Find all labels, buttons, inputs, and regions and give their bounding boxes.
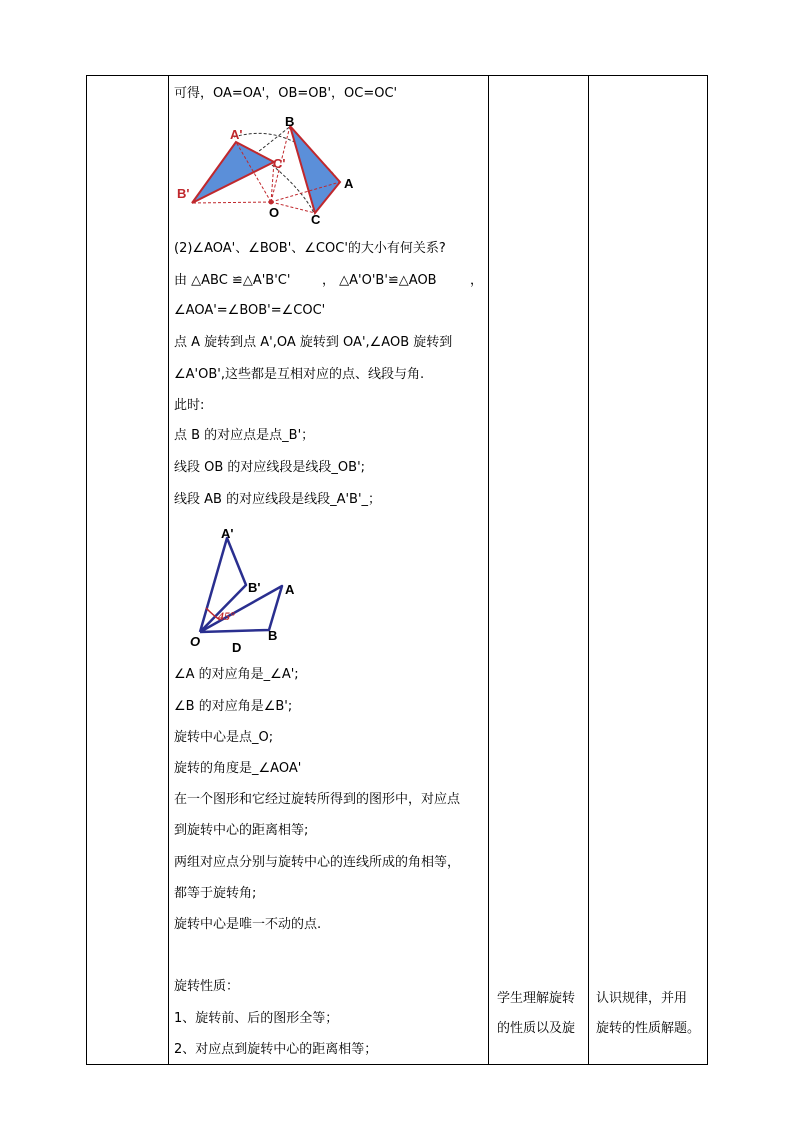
design-intent-line-1: 认识规律，并用 — [596, 991, 688, 1006]
property-2: 2、对应点到旋转中心的距离相等； — [174, 1042, 378, 1057]
table-border-left — [86, 75, 87, 1065]
rotation-description-1: 点 A 旋转到点 A',OA 旋转到 OA',∠AOB 旋转到 — [174, 335, 453, 350]
rotation-figure-triangles — [172, 110, 372, 225]
label-angle: 45° — [218, 609, 235, 623]
property-text-1: 在一个图形和它经过旋转所得到的图形中，对应点 — [174, 792, 461, 807]
label-a-prime: A' — [221, 526, 234, 541]
dash-o-b-prime — [192, 202, 271, 203]
corresponding-point-b: 点 B 的对应点是点_B'； — [174, 428, 315, 443]
property-1: 1、旋转前、后的图形全等； — [174, 1011, 339, 1026]
label-a: A — [285, 582, 295, 597]
question-2: (2)∠AOA'、∠BOB'、∠COC'的大小有何关系? — [174, 241, 446, 256]
label-a: A — [344, 176, 354, 191]
table-divider-3 — [588, 75, 589, 1065]
label-c-prime: C' — [273, 156, 286, 171]
rotation-description-2: ∠A'OB',这些都是互相对应的点、线段与角. — [174, 367, 425, 382]
angle-equality: ∠AOA'=∠BOB'=∠COC' — [174, 303, 326, 318]
rotation-center: 旋转中心是点_O; — [174, 730, 274, 745]
label-b-prime: B' — [177, 186, 190, 201]
design-intent-line-2: 旋转的性质解题。 — [596, 1021, 701, 1036]
label-o: O — [190, 634, 201, 649]
corresponding-segment-ob: 线段 OB 的对应线段是线段_OB'; — [174, 460, 366, 475]
label-c: C — [311, 212, 321, 225]
property-text-5: 旋转中心是唯一不动的点. — [174, 917, 322, 932]
label-b: B — [285, 114, 295, 129]
table-border-right — [707, 75, 708, 1065]
rotation-figure-quad — [184, 520, 314, 660]
now-label: 此时: — [174, 398, 205, 413]
student-activity-line-1: 学生理解旋转 — [497, 991, 576, 1006]
property-text-3: 两组对应点分别与旋转中心的连线所成的角相等， — [174, 855, 461, 870]
corresponding-angle-a: ∠A 的对应角是_∠A'; — [174, 667, 299, 682]
student-activity-line-2: 的性质以及旋 — [497, 1021, 576, 1036]
corresponding-segment-ab: 线段 AB 的对应线段是线段_A'B'_； — [174, 492, 382, 507]
corresponding-angle-b: ∠B 的对应角是∠B'; — [174, 699, 293, 714]
label-b: B — [268, 628, 278, 643]
table-divider-1 — [168, 75, 169, 1065]
properties-title: 旋转性质： — [174, 979, 240, 994]
table-border-top — [86, 75, 708, 76]
triangle-a-prime-b-prime-c-prime — [192, 142, 274, 203]
label-b-prime: B' — [248, 580, 261, 595]
point-o — [269, 200, 274, 205]
label-o: O — [269, 205, 280, 220]
table-border-bottom — [86, 1064, 708, 1065]
property-text-2: 到旋转中心的距离相等; — [174, 823, 309, 838]
congruence-part-1: 由 △ABC ≌△A'B'C' — [174, 273, 291, 288]
table-divider-2 — [488, 75, 489, 1065]
congruence-part-2: ， △A'O'B'≌△AOB — [322, 273, 437, 288]
rotation-angle: 旋转的角度是_∠AOA' — [174, 761, 302, 776]
congruence-part-3: ， — [470, 273, 484, 288]
label-d: D — [232, 640, 242, 655]
text-line-equal-distances: 可得，OA=OA'，OB=OB'，OC=OC' — [174, 86, 398, 101]
triangle-abc — [290, 126, 340, 213]
label-a-prime: A' — [230, 127, 243, 142]
property-text-4: 都等于旋转角; — [174, 886, 257, 901]
